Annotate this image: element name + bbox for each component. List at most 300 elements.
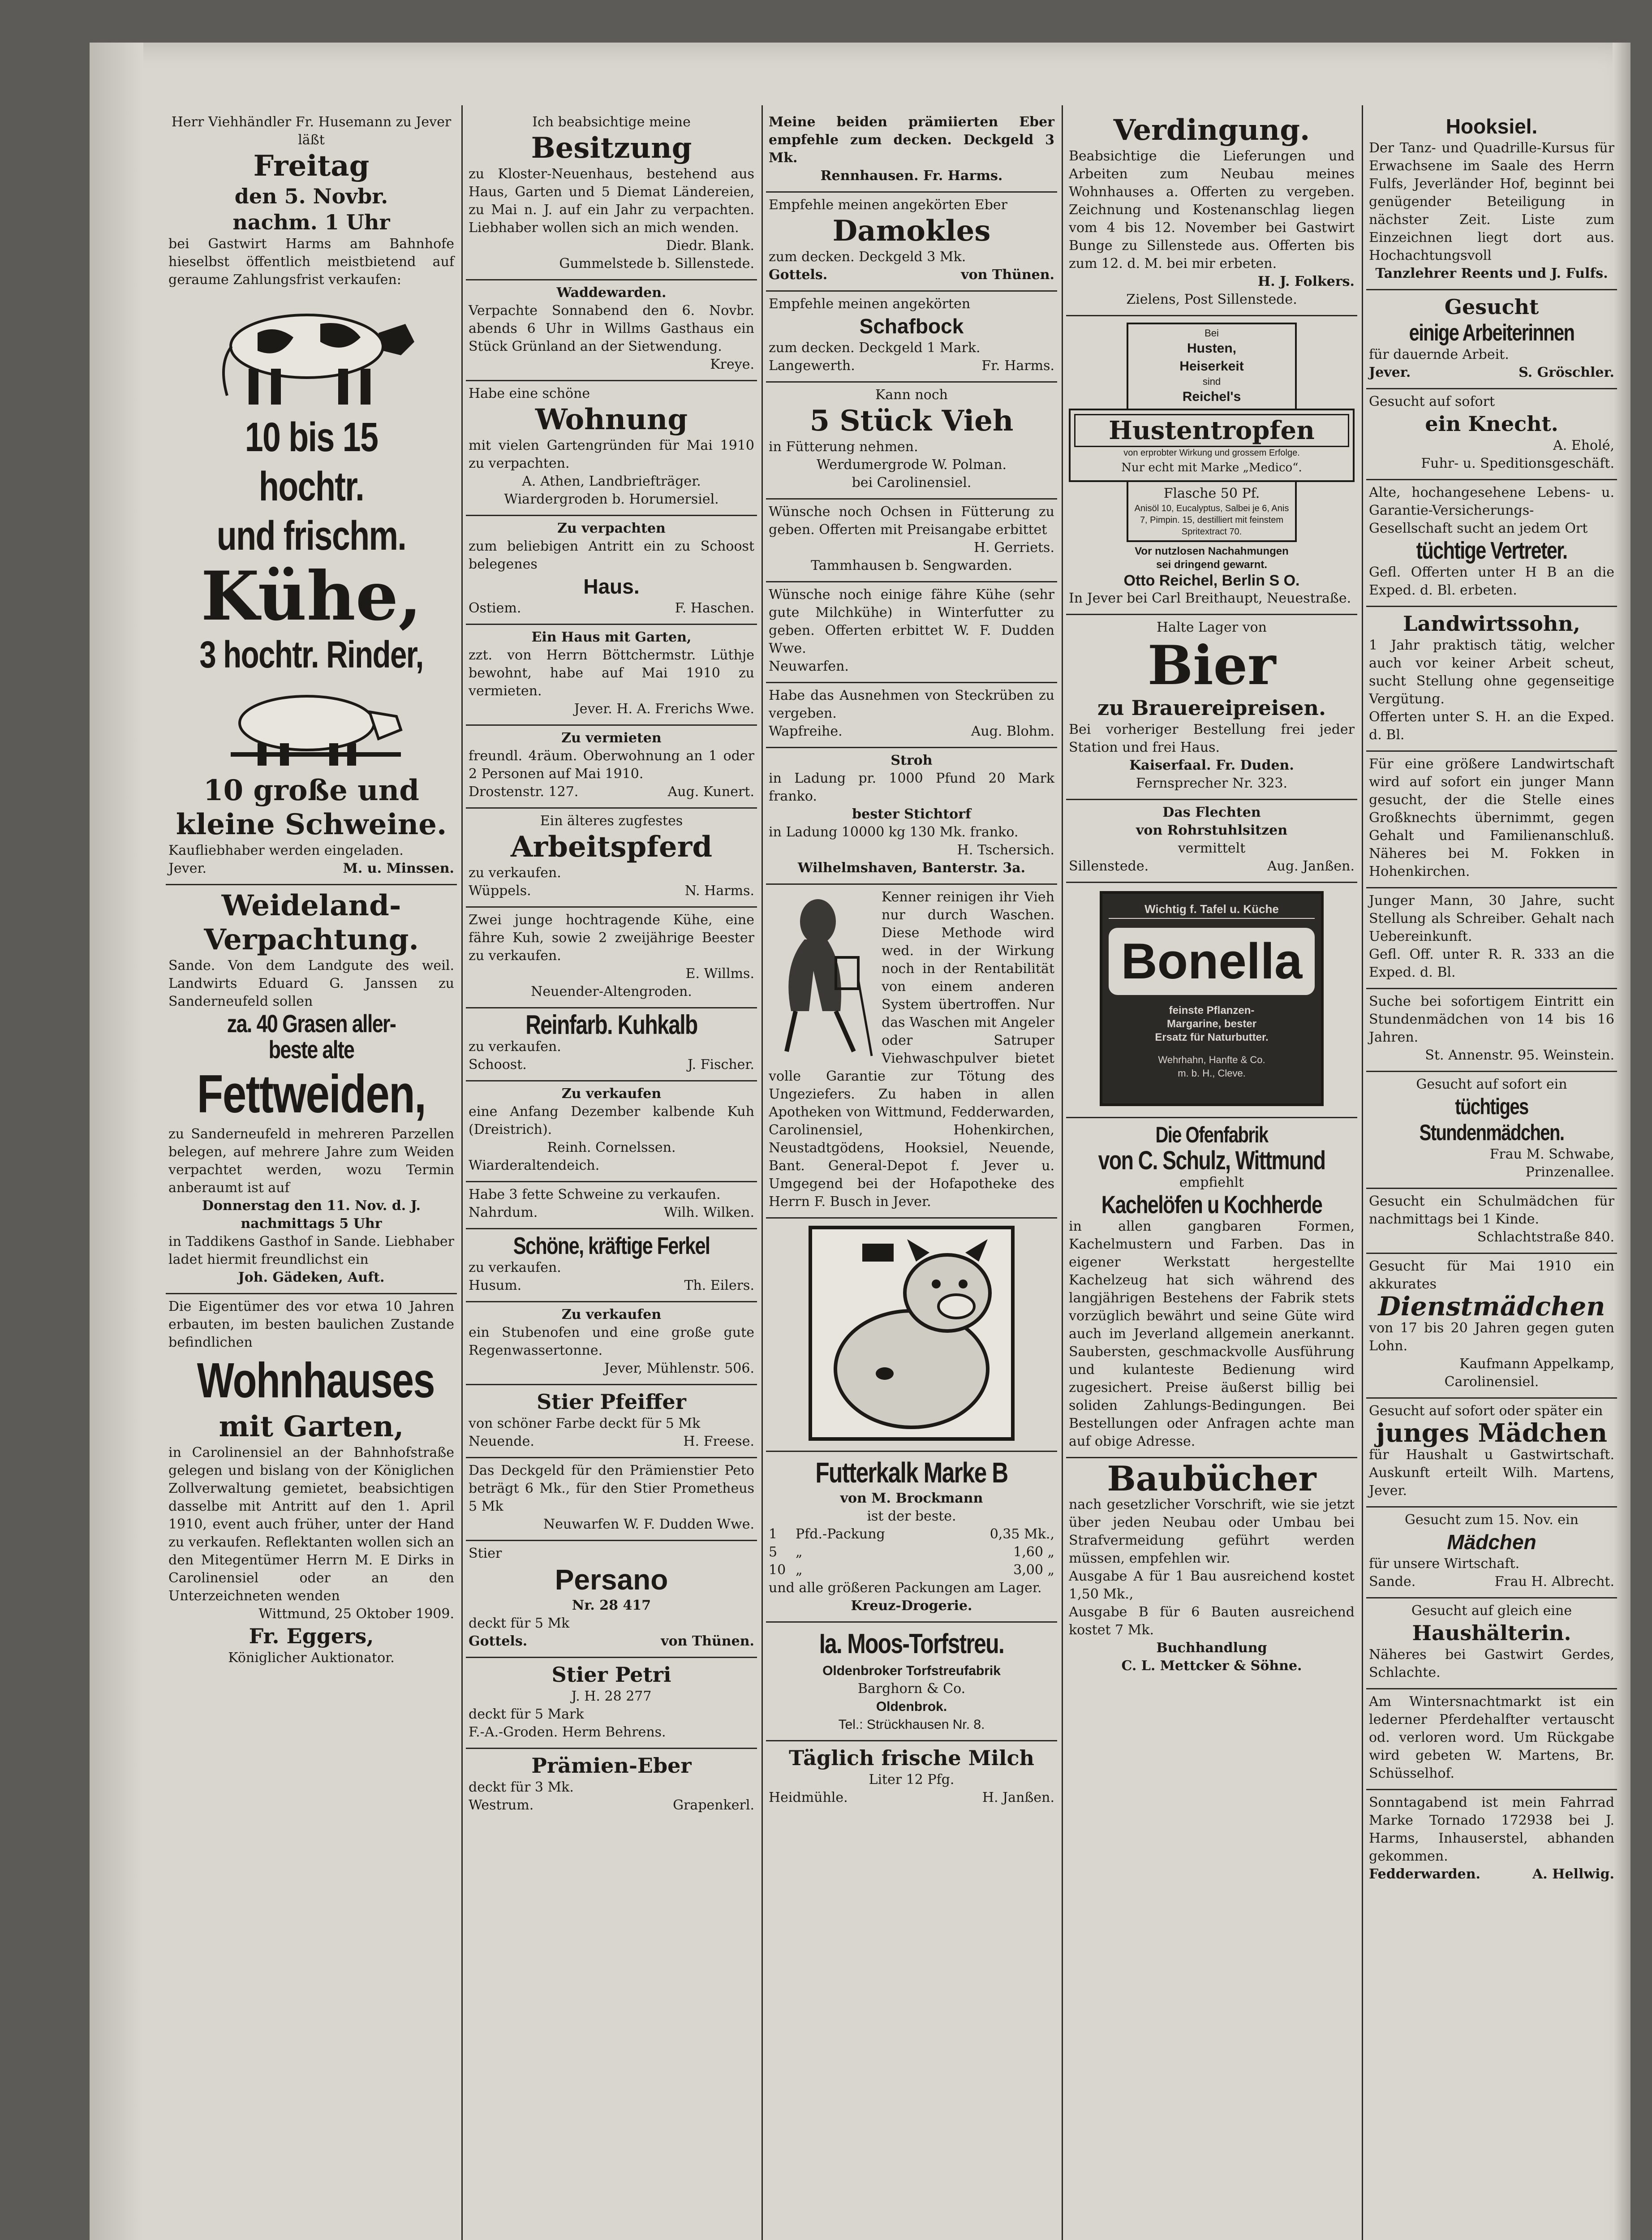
ad-heading: Persano [555, 1564, 668, 1596]
ad-stove-factory [1066, 1118, 1357, 1458]
ad-text: Bei vorheriger Bestellung frei jeder Station und frei Haus. [1069, 722, 1355, 755]
column-5 [1366, 110, 1617, 2240]
ad-cough-drops [1066, 316, 1357, 615]
ad-text: Ausgabe A für 1 Bau ausreichend kostet 1,50 Mk., [1069, 1568, 1355, 1602]
ad-text: Kenner reinigen ihr Vieh nur durch Waschen. Diese Methode wird wed. in der Wirkung noch in der Rentabilität von einem anderen System übertroffen. Nur das Waschen mit Angeler oder Satruper Viehwaschpulver bietet volle Garantie zur Tötung des Ungeziefers. Zu haben in allen Apotheken von Wittmund, Fedderwarden, Carolinensiel, Hohenkirchen, Neustadtgödens, Hooksiel, Neuende, Bant. General-Depot f. Jever u. Umgegend bei der Hofapotheke des Herrn F. Busch in Jever. [769, 889, 1054, 1210]
column-4 [1066, 110, 1357, 2240]
ad-text: für unsere Wirtschaft. [1369, 1556, 1520, 1572]
ad-heading: Zu verkaufen [561, 1307, 662, 1322]
ad-heading: Landwirtssohn, [1403, 612, 1580, 636]
ad-heading: 3 hochtr. Rinder, [199, 633, 423, 676]
ad-text: Zwei junge hochtragende Kühe, eine fähre Kuh, sowie 2 zweijährige Beester zu verkaufen. [469, 912, 754, 964]
ad-pasture-lease [166, 885, 457, 1294]
ad-heading: tüchtige Vertreter. [1416, 537, 1567, 564]
ad-stove [466, 1302, 757, 1385]
ad-heading: Reinfarb. Kuhkalb [525, 1010, 697, 1040]
ad-heading: Fettweiden, [197, 1064, 426, 1124]
ad-text: deckt für 5 Mark [469, 1706, 584, 1722]
ad-place: Schlachtstraße 840. [1477, 1229, 1614, 1245]
ad-text: Liter 12 Pfg. [869, 1772, 955, 1788]
ad-text: deckt für 5 Mk [469, 1615, 570, 1631]
ad-signer: Aug. Janßen. [1267, 858, 1355, 874]
ad-ram [766, 292, 1057, 383]
price-cell: 10 [769, 1562, 786, 1578]
ad-heading: von C. Schulz, Wittmund [1098, 1146, 1325, 1175]
ad-text: Empfehle meinen angekörten [769, 296, 971, 312]
ad-cattle-feeding [766, 383, 1057, 500]
ad-heading: von Rohrstuhlsitzen [1136, 823, 1288, 838]
ad-place: Ostiem. [469, 600, 521, 616]
ad-signer: Wilh. Wilken. [663, 1205, 754, 1220]
ad-heading: Hustentropfen [1074, 414, 1349, 447]
ad-text: Oldenbrok. [876, 1699, 947, 1714]
ad-text: Das Deckgeld für den Prämienstier Peto beträgt 6 Mk., für den Stier Prometheus 5 Mk [469, 1463, 754, 1514]
ad-text: in Taddikens Gasthof in Sande. Liebhaber ladet hiermit freundlichst ein [168, 1234, 454, 1267]
ad-heading: Kachelöfen u Kochherde [1101, 1190, 1322, 1219]
ad-bull-petri [466, 1658, 757, 1749]
ad-text: Gefl. Offerten unter H B an die Exped. d. Bl. erbeten. [1369, 564, 1614, 598]
ad-heading: Schafbock [859, 314, 964, 338]
ad-heading: Waddewarden. [556, 285, 667, 301]
ad-schoolgirl [1366, 1189, 1617, 1254]
ad-text: In Jever bei Carl Breithaupt, Neuestraße. [1069, 590, 1351, 606]
ad-signer: Reinh. Cornelssen. [547, 1140, 676, 1155]
ad-pig-illustration [766, 1219, 1057, 1452]
ad-signer: Werdumergrode W. Polman. [816, 457, 1007, 473]
ad-house-sale [166, 1294, 457, 1673]
ad-text: Der Tanz- und Quadrille-Kursus für Erwachsene im Saale des Herrn Fulfs, Jeverländer Hof, beginnt bei genügender Beteiligung in nächster Zeit. Liste zum Einzeichnen liegt dort aus. Hochachtungsvoll [1369, 140, 1614, 263]
ad-text: Heiserkeit [1179, 359, 1244, 374]
ad-margarine [1066, 883, 1357, 1118]
ad-signer: Tanzlehrer Reents und J. Fulfs. [1375, 266, 1608, 281]
column-rule [1362, 105, 1363, 2240]
ad-young-girl [1366, 1399, 1617, 1508]
ad-boar [466, 1749, 757, 1821]
ad-text: eine Anfang Dezember kalbende Kuh (Dreistrich). [469, 1104, 754, 1137]
ad-heading: Besitzung [531, 131, 692, 165]
ad-signature [469, 1633, 754, 1650]
ad-heading: Ein Haus mit Garten, [531, 629, 692, 645]
ad-signature [469, 1204, 754, 1222]
ad-signer: Kaufmann Appelkamp, [1459, 1356, 1614, 1372]
ad-text: Oldenbroker Torfstreufabrik [822, 1663, 1001, 1678]
ad-text: 1 Jahr praktisch tätig, welcher auch vor keiner Arbeit scheut, sucht Stellung ohne gegenseitige Vergütung. [1369, 638, 1614, 707]
washer-figure-illustration [769, 890, 876, 1060]
ad-heading: Weideland- [221, 889, 401, 922]
ad-signer: Grapenkerl. [673, 1797, 754, 1813]
ad-place: Heidmühle. [769, 1790, 848, 1805]
ad-text: Anisöl 10, Eucalyptus, Salbei je 6, Anis 7, Pimpin. 15, destilliert mit feinstem Spritextract 70. [1134, 504, 1289, 537]
ad-place: Fuhr- u. Speditionsgeschäft. [1421, 456, 1614, 471]
ad-signer: H. J. Folkers. [1257, 274, 1355, 289]
ad-date: Donnerstag den 11. Nov. d. J. nachmittags 5 Uhr [202, 1198, 421, 1232]
ad-heading: Die Ofenfabrik [1155, 1122, 1268, 1147]
ad-heading: Stier Pfeiffer [537, 1390, 686, 1414]
ad-text: mit vielen Gartengründen für Mai 1910 zu verpachten. [469, 438, 754, 471]
ad-signature [469, 1277, 754, 1295]
ad-text: Gesucht auf sofort [1369, 394, 1495, 409]
ad-signature [1369, 1865, 1614, 1883]
ad-heading: 10 große und [203, 774, 419, 807]
ad-cattle-wash [766, 885, 1057, 1219]
ad-signer: Aug. Kunert. [667, 784, 754, 800]
ad-signer: A. Athen, Landbriefträger. [522, 474, 701, 489]
ad-text: Gefl. Off. unter R. R. 333 an die Exped. d. Bl. [1369, 947, 1614, 980]
ad-heading: Verdingung. [1113, 113, 1310, 147]
ad-text: sind [1202, 376, 1221, 387]
ad-text: Die Eigentümer des vor etwa 10 Jahren erbauten, im besten baulichen Zustande befindlichen [168, 1299, 454, 1350]
ad-heading: Bier [1147, 634, 1276, 697]
ad-text: Sande. Von dem Landgute des weil. Landwirts Eduard G. Janssen zu Sanderneufeld sollen [168, 958, 454, 1009]
ad-piglets [466, 1229, 757, 1302]
ad-place: Nahrdum. [469, 1205, 538, 1220]
ad-text: Kaufliebhaber werden eingeladen. [168, 843, 404, 858]
ad-text: zu verkaufen. [469, 1039, 561, 1055]
ad-signer: S. Gröschler. [1519, 365, 1614, 380]
ad-signer: Jever. H. A. Frerichs Wwe. [574, 701, 754, 717]
ad-signer: Frau M. Schwabe, [1489, 1146, 1614, 1162]
ad-place: Schoost. [469, 1057, 527, 1073]
ad-text: Suche bei sofortigem Eintritt ein Stundenmädchen von 14 bis 16 Jahren. [1369, 994, 1614, 1045]
ad-heading: einige Arbeiterinnen [1409, 320, 1575, 346]
ad-price: Flasche 50 Pf. [1163, 486, 1260, 501]
ad-heading: Zu verkaufen [561, 1086, 662, 1102]
ad-text: Halte Lager von [1157, 620, 1267, 635]
ad-heading: Wohnhauses [197, 1353, 435, 1408]
ad-place: Sande. [1369, 1574, 1416, 1590]
ad-heading: za. 40 Grasen aller- [227, 1009, 396, 1038]
ad-heading: Dienstmädchen [1378, 1291, 1605, 1322]
ad-text: Empfehle meinen angekörten Eber [769, 197, 1007, 213]
ad-signer: C. L. Mettcker & Söhne. [1121, 1658, 1302, 1674]
ad-place: Jever. [168, 861, 207, 876]
ad-text: Sonntagabend ist mein Fahrrad Marke Tornado 172938 bei J. Harms, Inhauserstel, abhanden gekommen. [1369, 1795, 1614, 1864]
ad-tender [1066, 110, 1357, 316]
ad-place: bei Carolinensiel. [852, 475, 972, 491]
ad-place: Sillenstede. [1069, 858, 1149, 874]
ad-text: in Carolinensiel an der Bahnhofstraße gelegen und bislang von der Königlichen Zollverwaltung gemietet, beabsichtigen dasselbe mit Antritt auf den 1. April 1910, event auch früher, unter der Hand zu verkaufen. Reflektanten wollen sich an den Mitegentümer Herrn M. E Dirks in Carolinensiel oder an den Unterzeichneten wenden [168, 1445, 454, 1604]
ad-text: Wichtig f. Tafel u. Küche [1109, 900, 1315, 919]
ad-heading: Damokles [832, 214, 991, 248]
ad-heading: Arbeitspferd [510, 830, 713, 864]
ad-signature [469, 783, 754, 801]
ad-text: zu verkaufen. [469, 865, 561, 881]
ad-signature [769, 357, 1054, 375]
ad-heading: Stier Petri [551, 1663, 671, 1687]
ad-text: Herr Viehhändler Fr. Husemann zu Jever läßt [171, 114, 452, 148]
ad-head-farmhand [1366, 752, 1617, 888]
ad-text: Beabsichtige die Lieferungen und Arbeiten zum Neubau meines Wohnhauses a. Offerten zu vergeben. Zeichnung und Kostenanschlag liegen vom 4 bis 12. November bei Gastwirt Bunge zu Sillenstede aus. Offerten bis zum 12. d. M. bei mir erbeten. [1069, 148, 1355, 271]
ad-phone: Fernsprecher Nr. 323. [1136, 775, 1288, 791]
ad-text: Stier [469, 1546, 502, 1561]
ad-heading: Haushälterin. [1412, 1621, 1571, 1645]
ad-heading: Hooksiel. [1446, 115, 1538, 138]
ad-text: Tel.: Strückhausen Nr. 8. [838, 1717, 985, 1732]
ad-place: Carolinensiel. [1444, 1374, 1539, 1390]
ad-text: zum beliebigen Antritt ein zu Schoost belegenes [469, 538, 754, 572]
ad-text: Gesucht auf sofort oder später ein [1369, 1403, 1603, 1419]
ad-heading: ein Knecht. [1425, 412, 1558, 436]
ad-signer: Fr. Eggers, [249, 1624, 374, 1648]
ad-text: feinste Pflanzen- [1169, 1004, 1255, 1017]
ad-signer: H. Janßen. [982, 1790, 1054, 1805]
ad-house-garden [466, 625, 757, 726]
ad-text: Ersatz für Naturbutter. [1155, 1031, 1269, 1043]
ad-chair-weaving [1066, 800, 1357, 883]
ad-heading: junges Mädchen [1376, 1418, 1608, 1448]
ad-place: Wiarderaltendeich. [469, 1158, 600, 1173]
price-row [769, 1525, 1054, 1543]
ad-text: Gesucht ein Schulmädchen für nachmittags bei 1 Kinde. [1369, 1193, 1614, 1227]
ad-text: Meine beiden prämiierten Eber empfehle zum decken. Deckgeld 3 Mk. [769, 114, 1054, 166]
ad-signer: Diedr. Blank. [666, 238, 754, 254]
ad-signature [769, 266, 1054, 284]
ad-place: Wiardergroden b. Horumersiel. [504, 491, 719, 507]
ad-place: Jever. [1369, 365, 1411, 380]
ad-signer: Fr. Harms. [981, 358, 1054, 374]
ad-heading: Kühe, [201, 557, 422, 636]
ad-signer: Neuwarfen W. F. Dudden Wwe. [543, 1516, 754, 1532]
ad-peat-litter [766, 1623, 1057, 1741]
ad-place: Husum. [469, 1278, 522, 1293]
ad-text: Junger Mann, 30 Jahre, sucht Stellung als Schreiber. Gehalt nach Uebereinkunft. [1369, 893, 1614, 944]
ad-housekeeper [1366, 1598, 1617, 1689]
ad-heading: 5 Stück Vieh [809, 404, 1014, 438]
ad-signature [469, 882, 754, 900]
ad-text: Wünsche noch einige fähre Kühe (sehr gute Milchkühe) in Winterfutter zu geben. Offerten erbittet W. F. Dudden Wwe. [769, 587, 1054, 656]
price-row [769, 1543, 1054, 1561]
ad-text: zu Kloster-Neuenhaus, bestehend aus Haus, Garten und 5 Diemat Ländereien, zu Mai n. J. auf ein Jahr zu verpachten. Liebhaber wollen sich an mich wenden. [469, 166, 754, 236]
ad-heading: Wohnung [535, 403, 688, 436]
ad-signer: F. Haschen. [675, 600, 754, 616]
ad-text: und alle größeren Packungen am Lager. [769, 1580, 1042, 1596]
ad-heading: Futterkalk Marke B [815, 1456, 1008, 1489]
ad-text: Habe das Ausnehmen von Steckrüben zu vergeben. [769, 688, 1054, 721]
ad-place: Langewerth. [769, 358, 855, 374]
ad-signer: Kaiserfaal. Fr. Duden. [1129, 758, 1294, 773]
ad-text: in allen gangbaren Formen, Kachelmustern und Farben. Das in eigener Werkstatt hergestellte Kachelzeug hat sich während des langjährigen Bestehens der Fabrik stets vorzüglich bewährt und seine Güte wird auch im Jeverland allgemein anerkannt. Saubersten, geschmackvolle Ausführung und kulanteste Bedienung wird zugesichert. Preise äußerst billig bei soliden Zahlungs-Bedingungen. Bei Bestellungen oder Anfragen achte man auf obige Adresse. [1069, 1219, 1355, 1449]
ad-place: Drostenstr. 127. [469, 784, 579, 800]
price-cell: 3,00 „ [1013, 1562, 1054, 1578]
ad-straw-peat [766, 748, 1057, 885]
ad-heading: Zu vermieten [561, 730, 662, 746]
ad-milk-cows [766, 582, 1057, 683]
ad-signer: M. u. Minssen. [343, 861, 454, 876]
ad-apartment [466, 381, 757, 516]
ad-signature [469, 1056, 754, 1074]
ad-dance-course [1366, 110, 1617, 290]
ad-cows [466, 908, 757, 1008]
ad-signature [1369, 1573, 1614, 1591]
ad-signer: von Thünen. [661, 1633, 754, 1649]
ad-place: Neuender-Altengroden. [531, 984, 692, 999]
ad-text: Barghorn & Co. [857, 1681, 966, 1697]
column-3 [766, 110, 1057, 2240]
ad-text: vermittelt [1178, 840, 1246, 856]
ad-signer: Jever, Mühlenstr. 506. [604, 1361, 754, 1376]
ad-text: Ich beabsichtige meine [532, 114, 691, 130]
column-2 [466, 110, 757, 2240]
ad-signature [769, 1789, 1054, 1807]
ad-place: Gottels. [769, 267, 828, 283]
ad-place: Wüppels. [469, 883, 531, 899]
column-rule [761, 105, 763, 2240]
ad-text: Offerten unter S. H. an die Exped. d. Bl. [1369, 709, 1614, 743]
ad-signature [469, 1796, 754, 1814]
price-cell: „ [796, 1562, 803, 1578]
ad-text: Wehrhahn, Hanfte & Co. [1158, 1054, 1265, 1065]
ad-signature [469, 599, 754, 617]
price-cell: „ [796, 1544, 803, 1560]
ad-text: Vor nutzlosen Nachahmungen [1135, 545, 1289, 557]
ad-boar-damokles [766, 193, 1057, 292]
ad-text: freundl. 4räum. Oberwohnung an 1 oder 2 Personen auf Mai 1910. [469, 748, 754, 782]
ad-text: Gesucht auf gleich eine [1411, 1603, 1572, 1619]
ad-text: Habe 3 fette Schweine zu verkaufen. [469, 1187, 721, 1202]
ad-place: Wilhelmshaven, Banterstr. 3a. [797, 860, 1026, 876]
column-rule [461, 105, 463, 2240]
ad-text: in Ladung 10000 kg 130 Mk. franko. [769, 824, 1019, 840]
ad-heading: den 5. Novbr. [234, 184, 388, 208]
ad-text: Nur echt mit Marke „Medico“. [1121, 461, 1302, 474]
ad-signer: H. Gerriets. [974, 540, 1054, 556]
ad-prize-boars [766, 110, 1057, 193]
ad-turnips [766, 683, 1057, 748]
ad-heading: Zu verpachten [557, 521, 666, 536]
ad-text: zu Sanderneufeld in mehreren Parzellen belegen, auf mehrere Jahre zum Weiden verpachtet werden, wozu Termin anberaumt ist auf [168, 1126, 454, 1196]
ad-signer: F.-A.-Groden. Herm Behrens. [469, 1724, 666, 1740]
ad-place: Gummelstede b. Sillenstede. [559, 256, 754, 271]
ad-signer: Kreuz-Drogerie. [851, 1598, 972, 1614]
ad-signer: Otto Reichel, Berlin S O. [1123, 572, 1300, 589]
newspaper-page [90, 43, 1630, 2240]
ad-heading: Stroh [891, 753, 933, 768]
ad-text: zu verkaufen. [469, 1260, 561, 1275]
ad-workers-wanted [1366, 290, 1617, 389]
column-1 [166, 110, 457, 2240]
column-rule [1062, 105, 1063, 2240]
ad-clerk [1366, 888, 1617, 989]
price-table [769, 1525, 1054, 1579]
ad-place: Gottels. [469, 1633, 528, 1649]
ad-text: Ein älteres zugfestes [540, 813, 683, 829]
ad-signer: Joh. Gädeken, Auft. [238, 1270, 385, 1285]
ad-feed-lime [766, 1452, 1057, 1623]
ad-heading: Ia. Moos-Torfstreu. [819, 1628, 1004, 1659]
ad-oxen [766, 500, 1057, 582]
ad-text: von erprobter Wirkung und grossem Erfolge. [1123, 448, 1300, 458]
ad-text: Am Wintersnachtmarkt ist ein lederner Pferdehalfter vertauscht od. verloren word. Um Rückgabe wird gebeten W. Martens, Br. Schüsselhof. [1369, 1694, 1614, 1781]
ad-heading: Täglich frische Milch [789, 1746, 1034, 1770]
ad-lost-bicycle [1366, 1790, 1617, 1890]
ad-text: von 17 bis 20 Jahren gegen guten Lohn. [1369, 1320, 1614, 1354]
ad-signer: A. Hellwig. [1532, 1866, 1614, 1882]
ad-text: Gesucht auf sofort ein [1416, 1077, 1567, 1092]
ad-heading: Verpachtung. [204, 923, 419, 956]
ad-heading: Das Flechten [1162, 805, 1261, 820]
ad-heading: kleine Schweine. [176, 808, 447, 841]
ad-number: J. H. 28 277 [571, 1689, 652, 1704]
pig-illustration [208, 681, 414, 770]
ad-text: von schöner Farbe deckt für 5 Mk [469, 1416, 701, 1431]
ad-text: Husten, [1187, 341, 1236, 356]
ad-place: Wapfreihe. [769, 724, 843, 739]
ad-text: Verpachte Sonnabend den 6. Novbr. abends 6 Uhr in Willms Gasthaus ein Stück Grünland an der Sietwendung. [469, 303, 754, 354]
ad-text: Gesucht zum 15. Nov. ein [1405, 1512, 1579, 1528]
ad-day-maid [1366, 989, 1617, 1072]
ad-number: Nr. 28 417 [572, 1598, 651, 1613]
ad-signature [1069, 857, 1355, 875]
ad-place: Prinzenallee. [1525, 1164, 1614, 1180]
ad-servant-girl [1366, 1254, 1617, 1399]
ad-workhorse [466, 809, 757, 908]
ad-text: Näheres bei Gastwirt Gerdes, Schlachte. [1369, 1647, 1614, 1680]
ad-bull-pfeiffer [466, 1385, 757, 1458]
ad-text: Kann noch [875, 387, 948, 403]
ad-estate-lease [466, 110, 757, 280]
ad-upper-flat [466, 726, 757, 809]
ad-insurance-agents [1366, 480, 1617, 607]
ad-text: zum decken. Deckgeld 3 Mk. [769, 249, 966, 265]
ad-text: ist der beste. [867, 1508, 956, 1524]
ad-text: Alte, hochangesehene Lebens- u. Garantie-Versicherungs-Gesellschaft sucht an jedem Ort [1369, 485, 1614, 536]
ad-heading: Schöne, kräftige Ferkel [513, 1232, 710, 1259]
ad-place: Fedderwarden. [1369, 1866, 1480, 1882]
ad-heading: zu Brauereipreisen. [1097, 696, 1326, 720]
ad-stud-fee [466, 1458, 757, 1541]
ad-text: Gesucht für Mai 1910 ein akkurates [1369, 1258, 1614, 1292]
page-binding [90, 43, 143, 2240]
ad-text: in Fütterung nehmen. [769, 439, 918, 455]
ad-grassland [466, 280, 757, 381]
ad-signature [1369, 364, 1614, 382]
ad-signer: Kreye. [710, 357, 754, 372]
ad-signer: Buchhandlung [1156, 1640, 1267, 1656]
ad-heading: Haus. [583, 575, 640, 598]
ad-signer: H. Tschersich. [957, 842, 1054, 858]
ad-farmhand [1366, 389, 1617, 480]
ad-heading: nachm. 1 Uhr [232, 210, 390, 234]
ad-heading: mit Garten, [219, 1410, 404, 1443]
cow-illustration [195, 293, 428, 409]
ad-signer: Th. Eilers. [684, 1278, 754, 1293]
ad-construction-books [1066, 1458, 1357, 1681]
ad-bull-persano [466, 1541, 757, 1658]
brand-logo: Bonella [1109, 928, 1315, 995]
ad-text: Margarine, bester [1166, 1018, 1257, 1030]
ad-text: in Ladung pr. 1000 Pfund 20 Mark franko. [769, 771, 1054, 804]
ad-heading: tüchtiges Stundenmädchen. [1419, 1094, 1564, 1145]
ad-signer: Rennhausen. Fr. Harms. [820, 168, 1003, 184]
ad-house-lease [466, 516, 757, 625]
ad-text: zzt. von Herrn Böttchermstr. Lüthje bewohnt, habe auf Mai 1910 zu vermieten. [469, 647, 754, 699]
ad-signer: von Thünen. [961, 267, 1054, 283]
ad-signer: A. Eholé, [1553, 438, 1614, 453]
ad-text: nach gesetzlicher Vorschrift, wie sie jetzt über jeden Neubau oder Umbau bei Strafvermeidung geführt werden müssen, empfehlen wir. [1069, 1497, 1355, 1566]
ad-heading: und frischm. [216, 513, 406, 559]
ad-text: für Haushalt u Gastwirtschaft. Auskunft erteilt Wilh. Martens, Jever. [1369, 1447, 1614, 1499]
ad-farmer-son [1366, 607, 1617, 752]
ad-text: für dauernde Arbeit. [1369, 347, 1509, 362]
price-cell: 5 [769, 1544, 778, 1560]
price-cell: 1 [769, 1526, 778, 1542]
ad-signature [168, 860, 454, 878]
ad-heading: bester Stichtorf [852, 806, 971, 822]
ad-date: Wittmund, 25 Oktober 1909. [258, 1606, 454, 1622]
ad-text: Reichel's [1182, 389, 1241, 404]
ad-text: Habe eine schöne [469, 386, 590, 401]
ad-heading: Freitag [253, 149, 370, 183]
